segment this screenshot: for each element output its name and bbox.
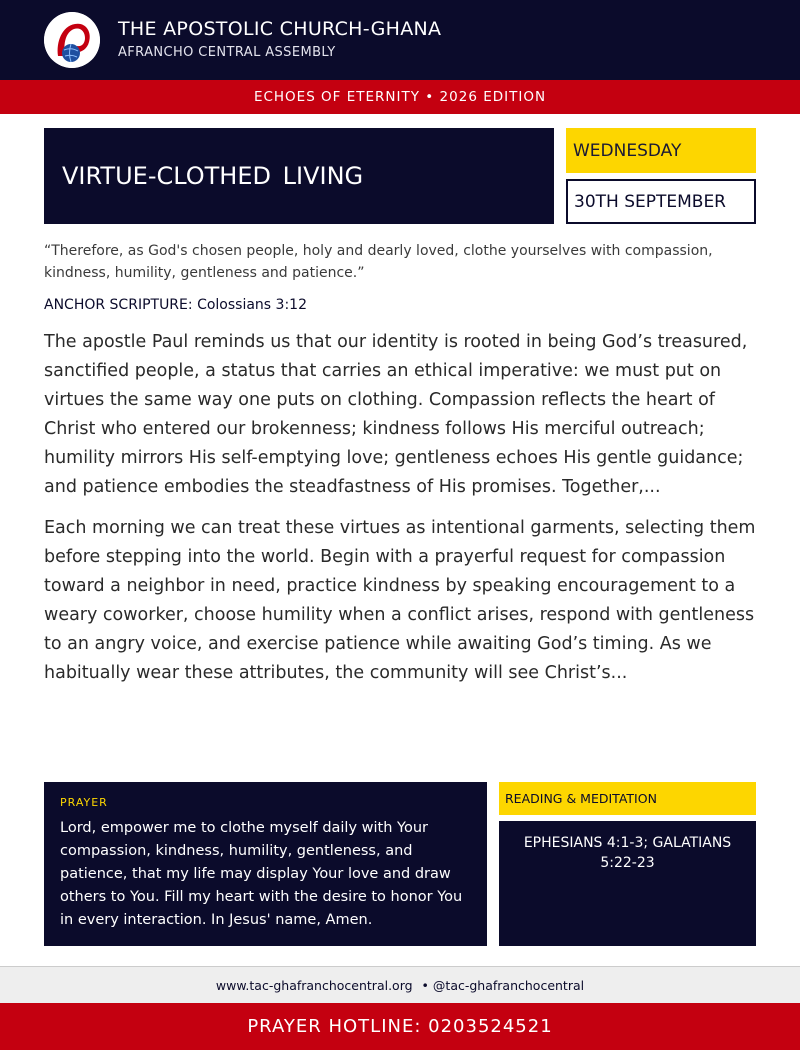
reading-box: [499, 821, 756, 946]
prayer-text: Lord, empower me to clothe myself daily with Your compassion, kindness, humility, gentleness, and patience, that my life may display Your love and draw others to You. Fill my heart with the desire to honor You in every interaction. In Jesus' name, Amen.: [60, 820, 463, 928]
prayer-hotline: PRAYER HOTLINE: 0203524521: [0, 1003, 800, 1050]
anchor-scripture: [44, 297, 307, 313]
website-link[interactable]: www.tac-ghafranchocentral.org: [215, 977, 413, 993]
footer-separator: •: [421, 977, 429, 993]
footer-links: [0, 966, 800, 1003]
social-handle[interactable]: @tac-ghafranchocentral: [432, 977, 585, 993]
reading-label: READING & MEDITATION: [499, 782, 756, 815]
reading-text: EPHESIANS 4:1-3; GALATIANS 5:22-23: [523, 835, 732, 871]
prayer-label: PRAYER: [60, 796, 108, 809]
body-paragraph-1: The apostle Paul reminds us that our identity is rooted in being God’s treasured, sanctified people, a status that carries an ethical imperative: we must put on virtues the same way one puts on clothing. Compassion reflects the heart of Christ who entered our brokenness; kindness follows His merciful outreach; humility mirrors His self-emptying love; gentleness echoes His gentle guidance; and patience embodies the steadfastness of His promises. Together,...: [44, 332, 748, 497]
org-name: THE APOSTOLIC CHURCH-GHANA: [118, 18, 442, 40]
header-banner: [0, 0, 800, 80]
date-label: 30TH SEPTEMBER: [566, 179, 756, 224]
org-subtitle: AFRANCHO CENTRAL ASSEMBLY: [118, 45, 336, 60]
body-paragraph-2: Each morning we can treat these virtues as intentional garments, selecting them before stepping into the world. Begin with a prayerful request for compassion toward a neighbor in need, practice kindness by speaking encouragement to a weary coworker, choose humility when a conflict arises, respond with gentleness to an angry voice, and exercise patience while awaiting God’s timing. As we habitually wear these attributes, the community will see Christ’s...: [44, 518, 756, 683]
anchor-reference: Colossians 3:12: [197, 297, 307, 313]
scripture-quote: “Therefore, as God's chosen people, holy and dearly loved, clothe yourselves with compassion, kindness, humility, gentleness and patience.”: [44, 243, 713, 281]
church-logo-icon: [44, 12, 100, 68]
devotional-title: VIRTUE-CLOTHED LIVING: [44, 128, 554, 224]
day-label: WEDNESDAY: [566, 128, 756, 173]
prayer-box: [44, 782, 487, 946]
anchor-label: ANCHOR SCRIPTURE:: [44, 297, 198, 313]
edition-bar: ECHOES OF ETERNITY • 2026 EDITION: [0, 80, 800, 114]
